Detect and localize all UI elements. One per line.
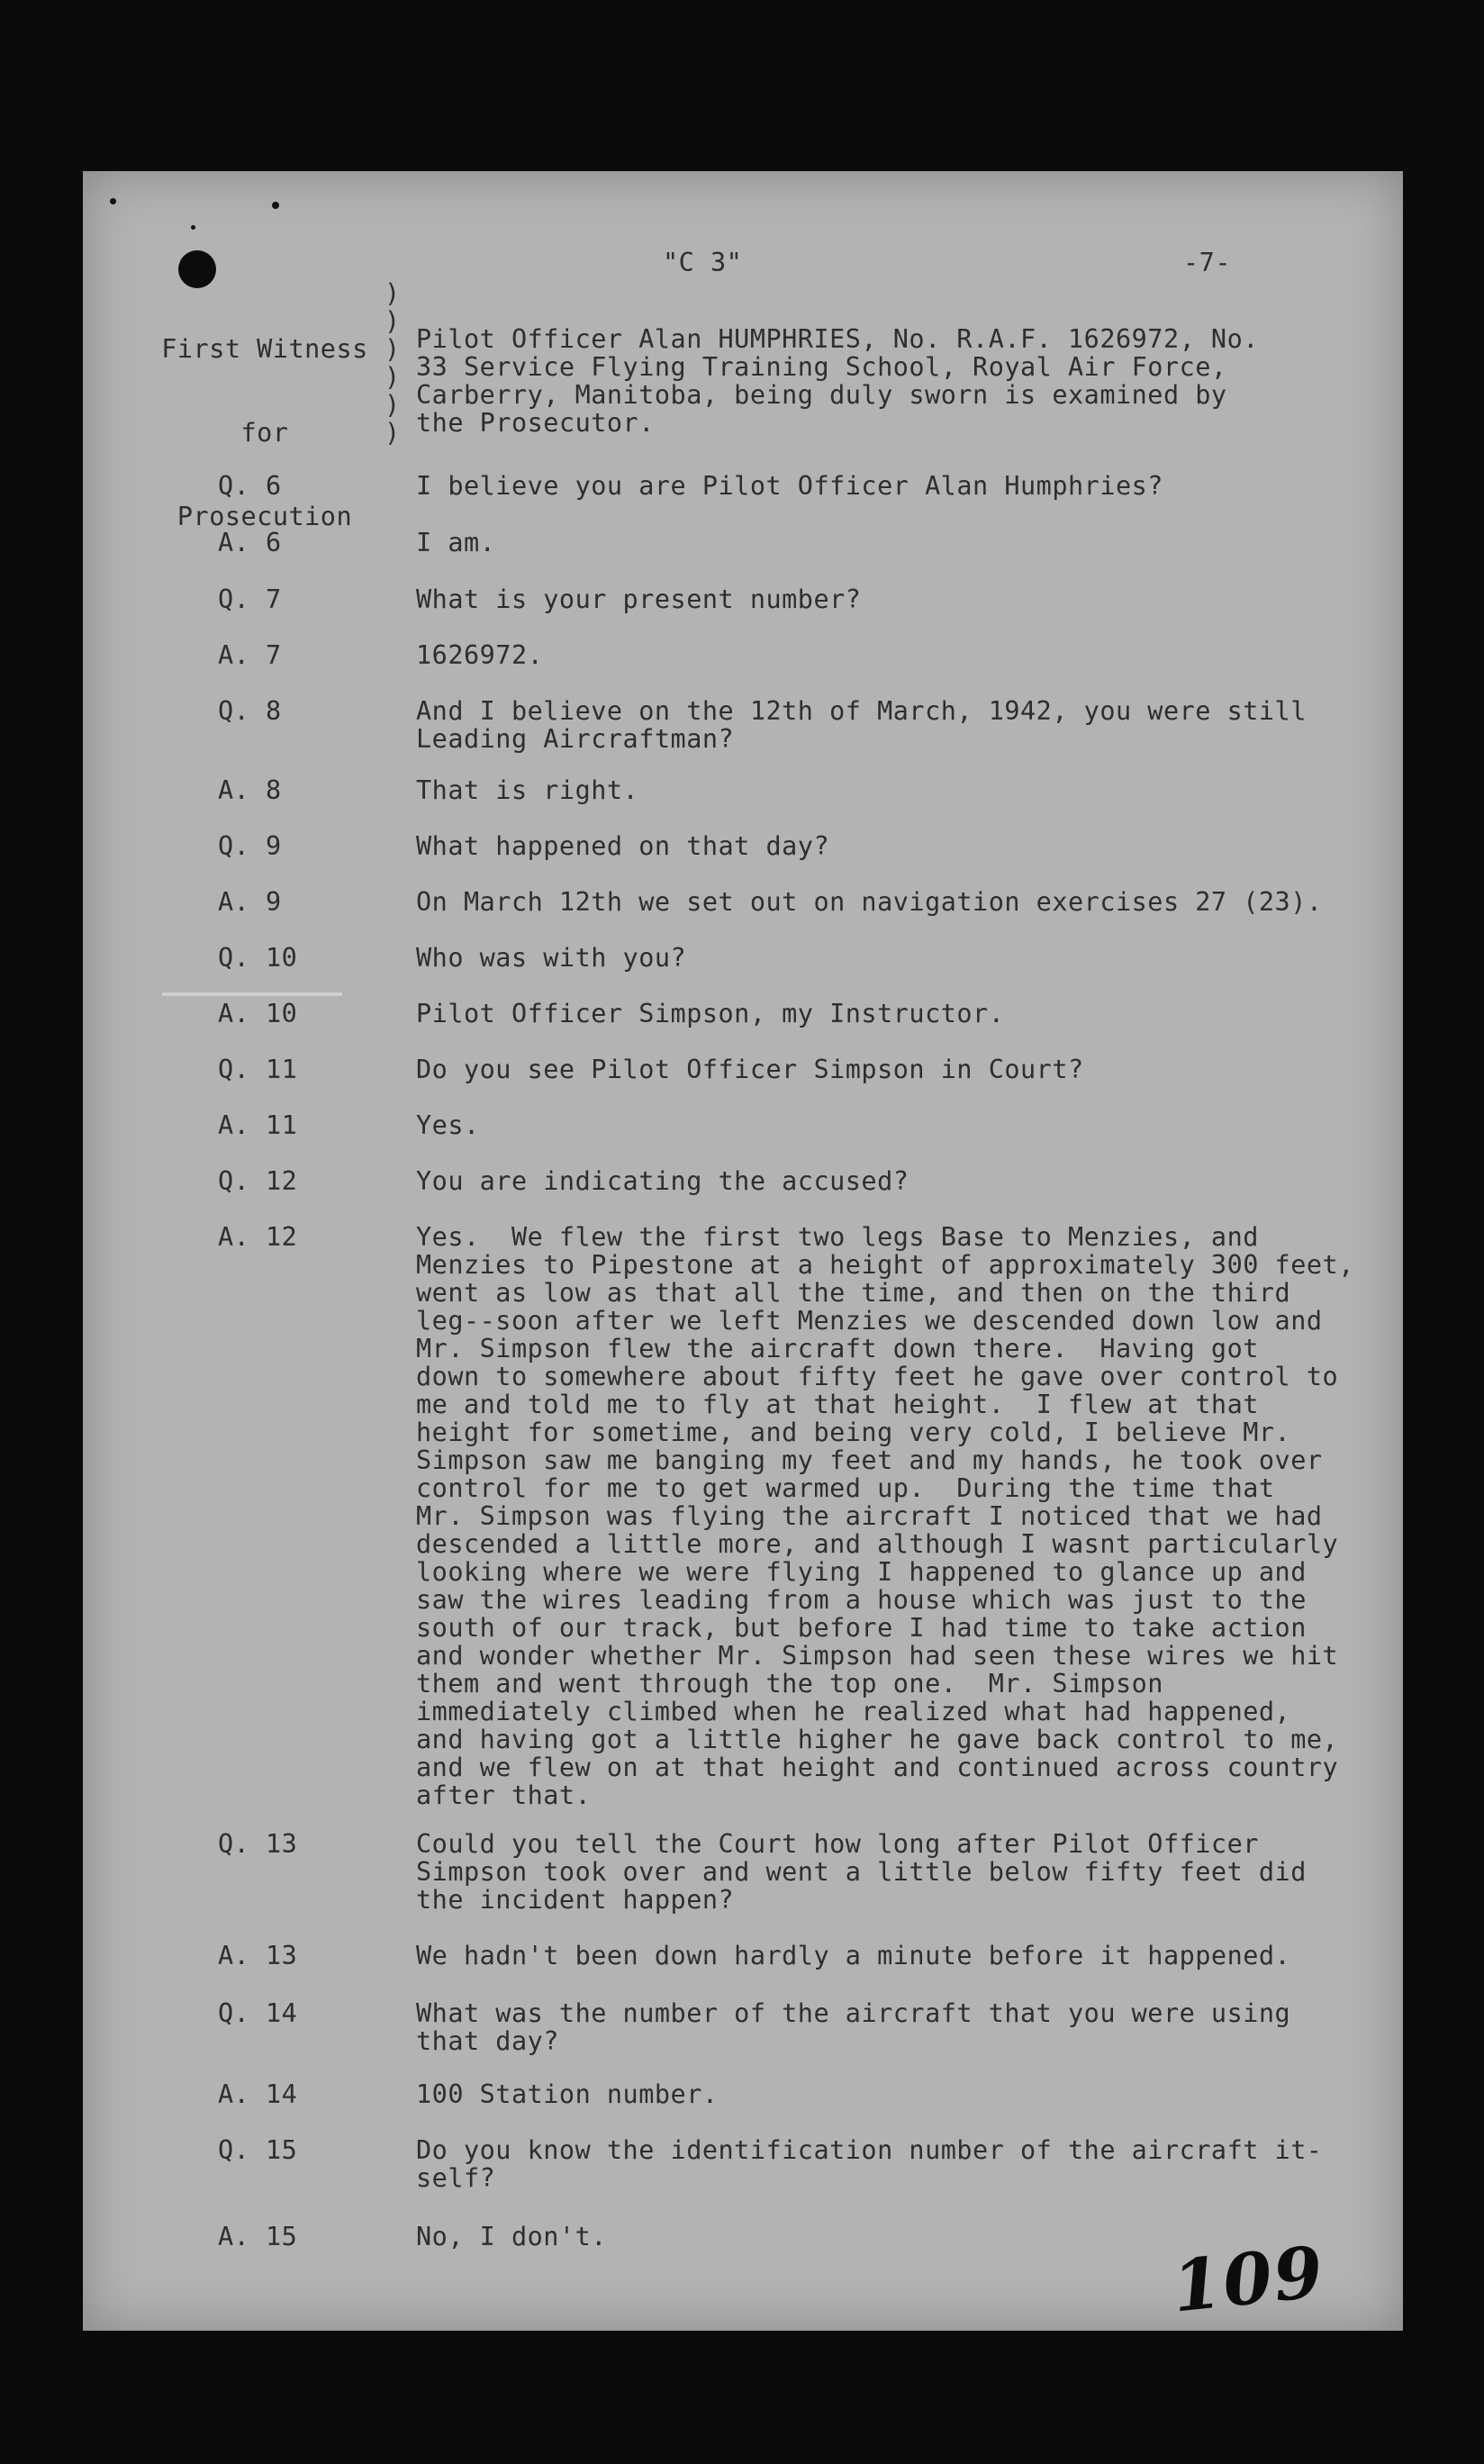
entry-label: A. 10 xyxy=(218,999,298,1028)
entry-label: A. 15 xyxy=(218,2222,298,2251)
entry-text: And I believe on the 12th of March, 1942, you were still Leading Aircraftman? xyxy=(416,696,1307,754)
speck xyxy=(272,202,279,209)
entry-label: A. 11 xyxy=(218,1110,298,1140)
entry-text: That is right. xyxy=(416,775,639,805)
entry-label: Q. 9 xyxy=(218,831,282,861)
entry-label: Q. 8 xyxy=(218,696,282,726)
entry-text: I believe you are Pilot Officer Alan Humphries? xyxy=(416,471,1163,501)
entry-label: A. 13 xyxy=(218,1941,298,1970)
section-heading-line-2: for xyxy=(240,418,289,448)
entry-text: On March 12th we set out on navigation exercises 27 (23). xyxy=(416,887,1323,917)
section-heading-line-3: Prosecution xyxy=(176,502,353,531)
entry-text: Could you tell the Court how long after Pilot Officer Simpson took over and went a little below fifty feet did the incident happen? xyxy=(416,1829,1307,1915)
entry-label: Q. 10 xyxy=(218,943,298,973)
entry-label: Q. 12 xyxy=(218,1166,298,1196)
entry-label: Q. 7 xyxy=(218,584,282,614)
entry-label: Q. 11 xyxy=(218,1055,298,1084)
entry-text: Do you know the identification number of the aircraft it- self? xyxy=(416,2135,1323,2193)
entry-label: Q. 15 xyxy=(218,2135,298,2165)
entry-label: A. 6 xyxy=(218,528,282,557)
document-page xyxy=(83,171,1403,2331)
entry-label: A. 9 xyxy=(218,887,282,917)
witness-intro: Pilot Officer Alan HUMPHRIES, No. R.A.F. 1626972, No. 33 Service Flying Training School, Royal Air Force, Carberry, Manitoba, being duly sworn is examined by the Prosecutor. xyxy=(416,324,1259,438)
entry-text: Yes. We flew the first two legs Base to Menzies, and Menzies to Pipestone at a height of approximately 300 feet, went as low as that all the time, and then on the third leg--soon after we left Menzies we descended down low and Mr. Simpson flew the aircraft down there. Having got down to somewhere about fifty feet he gave over control to me and told me to fly at that height. I flew at that height for sometime, and being very cold, I believe Mr. Simpson saw me banging my feet and my hands, he took over control for me to get warmed up. During the time that Mr. Simpson was flying the aircraft I noticed that we had descended a little more, and although I wasnt particularly looking where we were flying I happened to glance up and saw the wires leading from a house which was just to the south of our track, but before I had time to take action and wonder whether Mr. Simpson had seen these wires we hit them and went through the top one. Mr. Simpson immediately climbed when he realized what had happened, and having got a little higher he gave back control to me, and we flew on at that height and continued across country after that. xyxy=(416,1222,1354,1810)
entry-text: 100 Station number. xyxy=(416,2079,719,2109)
entry-label: A. 12 xyxy=(218,1222,298,1252)
handwritten-folio-number: 109 xyxy=(1168,2231,1329,2329)
entry-text: We hadn't been down hardly a minute before it happened. xyxy=(416,1941,1291,1970)
entry-label: A. 8 xyxy=(218,775,282,805)
entry-label: A. 14 xyxy=(218,2079,298,2109)
page-number: -7- xyxy=(1183,248,1231,277)
entry-text: No, I don't. xyxy=(416,2222,607,2251)
entry-text: Do you see Pilot Officer Simpson in Court? xyxy=(416,1055,1084,1084)
entry-text: What is your present number? xyxy=(416,584,862,614)
entry-label: Q. 14 xyxy=(218,1998,298,2028)
entry-text: 1626972. xyxy=(416,640,544,670)
bracket-column: ) ) ) ) ) ) xyxy=(385,278,401,448)
section-heading-line-1: First Witness xyxy=(161,334,368,364)
entry-text: What was the number of the aircraft that you were using that day? xyxy=(416,1998,1291,2056)
entry-text: You are indicating the accused? xyxy=(416,1166,909,1196)
entry-label: Q. 6 xyxy=(218,471,282,501)
entry-label: A. 7 xyxy=(218,640,282,670)
speck xyxy=(191,225,195,230)
entry-text: Pilot Officer Simpson, my Instructor. xyxy=(416,999,1005,1028)
entry-text: Who was with you? xyxy=(416,943,687,973)
entry-text: What happened on that day? xyxy=(416,831,830,861)
paper-crease xyxy=(162,992,342,996)
document-code: "C 3" xyxy=(663,248,743,277)
entry-label: Q. 13 xyxy=(218,1829,298,1859)
speck xyxy=(110,198,116,204)
entry-text: I am. xyxy=(416,528,496,557)
entry-text: Yes. xyxy=(416,1110,480,1140)
